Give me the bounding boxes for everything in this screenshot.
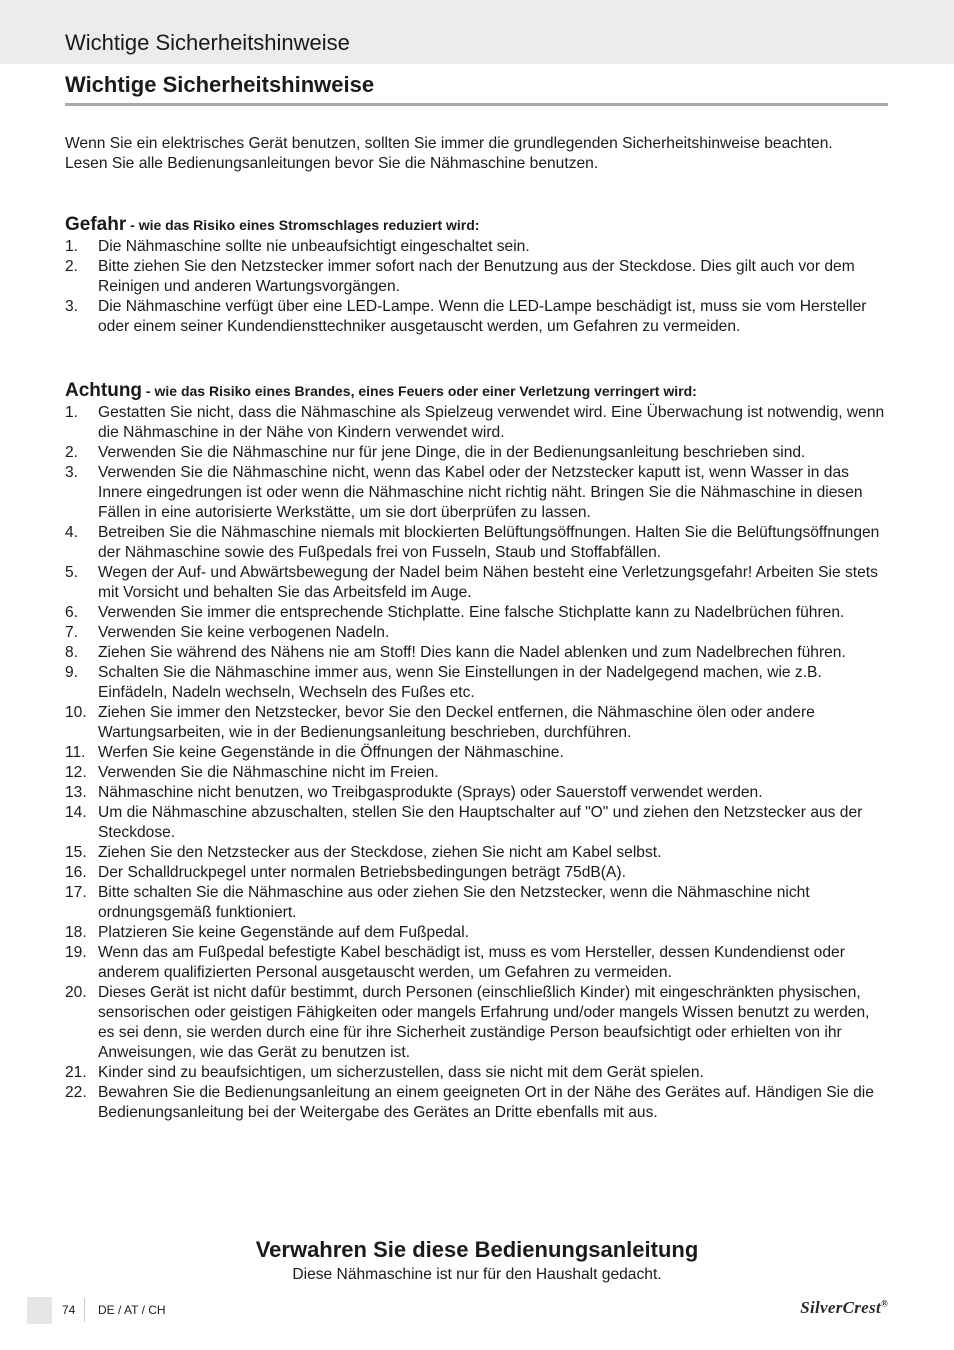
item-text: Bitte ziehen Sie den Netzstecker immer sofort nach der Benutzung aus der Steckdose. Dies gilt auch vor dem Reinigen und anderen Wartungsvorgängen. bbox=[98, 258, 855, 295]
list-item bbox=[65, 923, 888, 943]
heading-word: Achtung bbox=[65, 380, 143, 401]
list-item bbox=[65, 983, 888, 1063]
intro-paragraph-2: Lesen Sie alle Bedienungsanleitungen bevor Sie die Nähmaschine benutzen. bbox=[65, 155, 599, 173]
item-number: 14. bbox=[65, 804, 87, 821]
item-text: Um die Nähmaschine abzuschalten, stellen Sie den Hauptschalter auf "O" und ziehen den Netzstecker aus der Steckdose. bbox=[98, 804, 863, 841]
item-number: 13. bbox=[65, 784, 87, 801]
brand-name: SilverCrest bbox=[800, 1298, 881, 1317]
item-number: 5. bbox=[65, 564, 79, 581]
list-item bbox=[65, 563, 888, 603]
page-marker bbox=[27, 1297, 52, 1324]
locale-label: DE / AT / CH bbox=[98, 1303, 166, 1317]
item-text: Nähmaschine nicht benutzen, wo Treibgasprodukte (Sprays) oder Sauerstoff verwendet werden. bbox=[98, 784, 763, 801]
page-title: Wichtige Sicherheitshinweise bbox=[65, 72, 375, 97]
list-item bbox=[65, 257, 888, 297]
item-number: 15. bbox=[65, 844, 87, 861]
registered-mark: ® bbox=[880, 1298, 888, 1309]
item-text: Wegen der Auf- und Abwärtsbewegung der Nadel beim Nähen besteht eine Verletzungsgefahr! Arbeiten Sie stets mit Vorsicht und behalten Sie das Arbeitsfeld im Auge. bbox=[98, 564, 878, 601]
item-text: Schalten Sie die Nähmaschine immer aus, wenn Sie Einstellungen in der Nadelgegend machen, wie z.B. Einfädeln, Nadeln wechseln, Wechseln des Fußes etc. bbox=[98, 664, 822, 701]
closing-title: Verwahren Sie diese Bedienungsanleitung bbox=[255, 1237, 699, 1262]
list-item bbox=[65, 523, 888, 563]
list-item bbox=[65, 297, 888, 337]
item-number: 3. bbox=[65, 298, 79, 315]
item-text: Ziehen Sie immer den Netzstecker, bevor Sie den Deckel entfernen, die Nähmaschine ölen oder andere Wartungsarbeiten, wie in der Bedienungsanleitung beschrieben, durchführen. bbox=[98, 704, 815, 741]
item-text: Ziehen Sie während des Nähens nie am Stoff! Dies kann die Nadel ablenken und zum Nadelbrechen führen. bbox=[98, 644, 846, 661]
section-heading bbox=[65, 215, 888, 236]
list-item bbox=[65, 623, 888, 643]
item-number: 6. bbox=[65, 604, 79, 621]
item-number: 22. bbox=[65, 1084, 87, 1101]
numbered-list bbox=[65, 237, 888, 337]
item-text: Wenn das am Fußpedal befestigte Kabel beschädigt ist, muss es vom Hersteller, dessen Kundendienst oder anderem qualifizierten Personal ausgetauscht werden, um Gefahren zu vermeiden. bbox=[98, 944, 845, 981]
item-text: Kinder sind zu beaufsichtigen, um sicherzustellen, dass sie nicht mit dem Gerät spielen. bbox=[98, 1064, 704, 1081]
closing-subtitle: Diese Nähmaschine ist nur für den Haushalt gedacht. bbox=[292, 1266, 662, 1283]
item-text: Verwenden Sie immer die entsprechende Stichplatte. Eine falsche Stichplatte kann zu Nadelbrüchen führen. bbox=[98, 604, 845, 621]
item-number: 1. bbox=[65, 238, 79, 255]
list-item bbox=[65, 803, 888, 843]
item-number: 19. bbox=[65, 944, 87, 961]
list-item bbox=[65, 1083, 888, 1123]
list-item bbox=[65, 883, 888, 923]
item-number: 1. bbox=[65, 404, 79, 421]
section-gefahr bbox=[65, 215, 888, 337]
item-text: Der Schalldruckpegel unter normalen Betriebsbedingungen beträgt 75dB(A). bbox=[98, 864, 626, 881]
item-text: Platzieren Sie keine Gegenstände auf dem Fußpedal. bbox=[98, 924, 470, 941]
item-text: Werfen Sie keine Gegenstände in die Öffnungen der Nähmaschine. bbox=[98, 744, 564, 761]
item-number: 11. bbox=[65, 744, 86, 761]
list-item bbox=[65, 703, 888, 743]
item-number: 20. bbox=[65, 984, 87, 1001]
numbered-list bbox=[65, 403, 888, 1123]
item-text: Ziehen Sie den Netzstecker aus der Steckdose, ziehen Sie nicht am Kabel selbst. bbox=[98, 844, 662, 861]
list-item bbox=[65, 863, 888, 883]
section-heading bbox=[65, 381, 888, 402]
item-text: Verwenden Sie keine verbogenen Nadeln. bbox=[98, 624, 390, 641]
item-number: 2. bbox=[65, 444, 79, 461]
running-title: Wichtige Sicherheitshinweise bbox=[65, 30, 350, 55]
list-item bbox=[65, 743, 888, 763]
list-item bbox=[65, 237, 888, 257]
item-number: 3. bbox=[65, 464, 79, 481]
item-text: Verwenden Sie die Nähmaschine nicht, wenn das Kabel oder der Netzstecker kaputt ist, wenn Wasser in das Innere eingedrungen ist oder wenn die Nähmaschine nicht richtig näht. Bringen Sie die Nähmaschine in diesen Fällen in eine autorisierte Werkstätte, um sie dort überprüfen zu lassen. bbox=[98, 464, 863, 521]
item-text: Die Nähmaschine sollte nie unbeaufsichtigt eingeschaltet sein. bbox=[98, 238, 530, 255]
intro-text bbox=[65, 134, 888, 175]
item-text: Bewahren Sie die Bedienungsanleitung an einem geeigneten Ort in der Nähe des Gerätes auf. Händigen Sie die Bedienungsanleitung bei der Weitergabe des Gerätes an Dritte ebenfalls mit aus. bbox=[98, 1084, 874, 1121]
list-item bbox=[65, 643, 888, 663]
item-text: Bitte schalten Sie die Nähmaschine aus oder ziehen Sie den Netzstecker, wenn die Nähmaschine nicht ordnungsgemäß funktioniert. bbox=[98, 884, 810, 921]
item-number: 2. bbox=[65, 258, 79, 275]
intro-paragraph-1: Wenn Sie ein elektrisches Gerät benutzen, sollten Sie immer die grundlegenden Sicherheitshinweise beachten. bbox=[65, 135, 833, 152]
list-item bbox=[65, 763, 888, 783]
list-item bbox=[65, 663, 888, 703]
item-text: Gestatten Sie nicht, dass die Nähmaschine als Spielzeug verwendet wird. Eine Überwachung ist notwendig, wenn die Nähmaschine in der Nähe von Kindern verwendet wird. bbox=[98, 404, 885, 441]
item-text: Verwenden Sie die Nähmaschine nicht im Freien. bbox=[98, 764, 439, 781]
item-number: 4. bbox=[65, 524, 79, 541]
item-number: 9. bbox=[65, 664, 79, 681]
list-item bbox=[65, 403, 888, 443]
item-number: 7. bbox=[65, 624, 79, 641]
list-item bbox=[65, 783, 888, 803]
list-item bbox=[65, 603, 888, 623]
heading-subtitle: - wie das Risiko eines Brandes, eines Feuers oder einer Verletzung verringert wird: bbox=[142, 383, 697, 399]
item-number: 10. bbox=[65, 704, 87, 721]
footer-divider bbox=[84, 1298, 85, 1322]
page-number: 74 bbox=[62, 1303, 76, 1317]
item-number: 16. bbox=[65, 864, 87, 881]
list-item bbox=[65, 843, 888, 863]
list-item bbox=[65, 463, 888, 523]
item-number: 18. bbox=[65, 924, 87, 941]
heading-word: Gefahr bbox=[65, 214, 127, 235]
item-number: 8. bbox=[65, 644, 79, 661]
title-divider bbox=[65, 103, 888, 106]
item-number: 12. bbox=[65, 764, 87, 781]
heading-subtitle: - wie das Risiko eines Stromschlages reduziert wird: bbox=[126, 217, 480, 233]
item-number: 17. bbox=[65, 884, 87, 901]
list-item bbox=[65, 943, 888, 983]
brand-logo bbox=[800, 1298, 888, 1318]
item-text: Die Nähmaschine verfügt über eine LED-Lampe. Wenn die LED-Lampe beschädigt ist, muss sie vom Hersteller oder einem seiner Kundendiensttechniker ausgetauscht werden, um Gefahren zu vermeiden. bbox=[98, 298, 867, 335]
list-item bbox=[65, 1063, 888, 1083]
list-item bbox=[65, 443, 888, 463]
section-achtung bbox=[65, 381, 888, 1123]
item-text: Verwenden Sie die Nähmaschine nur für jene Dinge, die in der Bedienungsanleitung beschrieben sind. bbox=[98, 444, 806, 461]
item-text: Betreiben Sie die Nähmaschine niemals mit blockierten Belüftungsöffnungen. Halten Sie die Belüftungsöffnungen der Nähmaschine sowie des Fußpedals frei von Fusseln, Staub und Stoffabfällen. bbox=[98, 524, 880, 561]
item-text: Dieses Gerät ist nicht dafür bestimmt, durch Personen (einschließlich Kinder) mit eingeschränkten physischen, sensorischen oder geistigen Fähigkeiten oder mangels Erfahrung und/oder mangels Wissen benutzt zu werden, es sei denn, sie werden durch eine für ihre Sicherheit zuständige Person beaufsichtigt oder erhielten von ihr Anweisungen, wie das Gerät zu benutzen ist. bbox=[98, 984, 870, 1061]
item-number: 21. bbox=[65, 1064, 87, 1081]
